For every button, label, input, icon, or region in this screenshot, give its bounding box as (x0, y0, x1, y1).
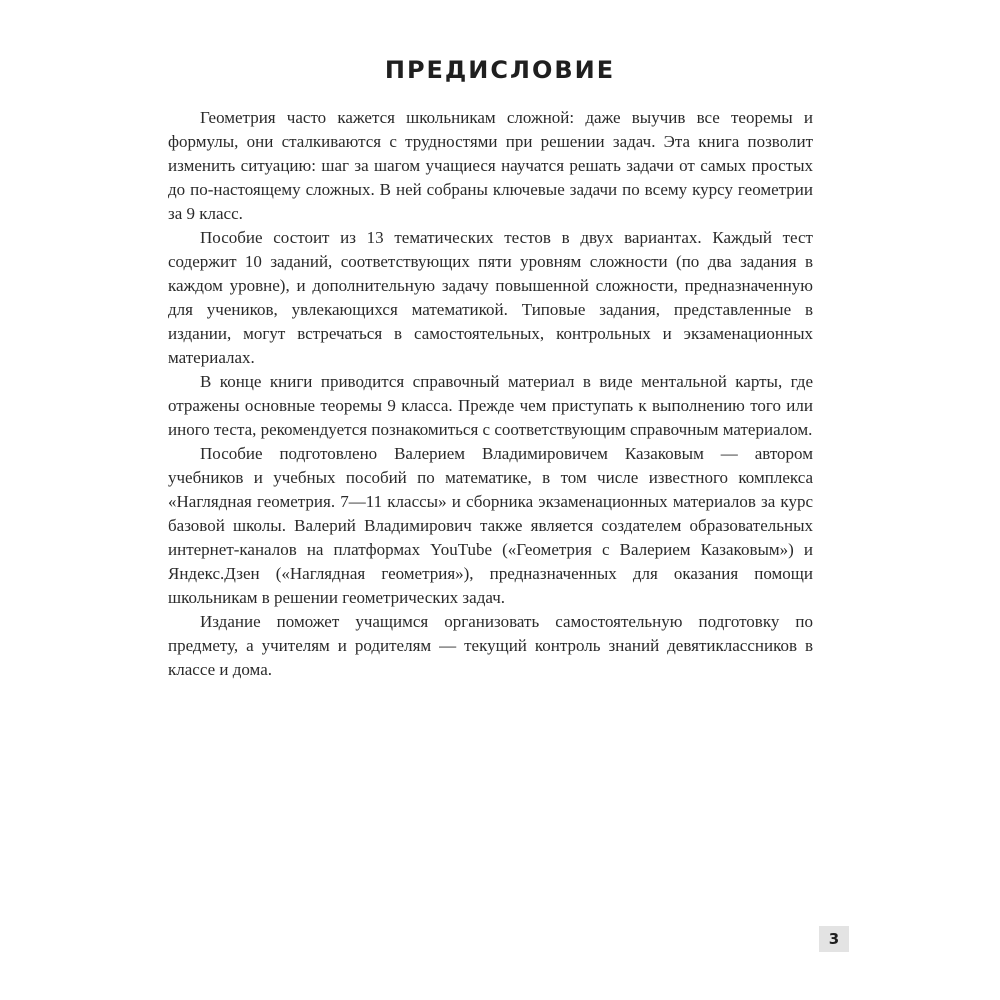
paragraph-3: В конце книги приводится справочный материал в виде ментальной карты, где отражены основные теоремы 9 класса. Прежде чем приступать к выполнению того или иного теста, рекомендуется познакомиться с соответствующим справочным материалом. (168, 372, 813, 439)
paragraph-4: Пособие подготовлено Валерием Владимировичем Казаковым — автором учебников и учебных пособий по математике, в том числе известного комплекса «Наглядная геометрия. 7—11 классы» и сборника экзаменационных материалов за курс базовой школы. Валерий Владимирович также является создателем образовательных интернет-каналов на платформах YouTube («Геометрия с Валерием Казаковым») и Яндекс.Дзен («Наглядная геометрия»), предназначенных для оказания помощи школьникам в решении геометрических задач. (168, 444, 813, 607)
body-text (168, 106, 813, 682)
paragraph-1: Геометрия часто кажется школьникам сложной: даже выучив все теоремы и формулы, они сталкиваются с трудностями при решении задач. Эта книга позволит изменить ситуацию: шаг за шагом учащиеся научатся решать задачи от самых простых до по-настоящему сложных. В ней собраны ключевые задачи по всему курсу геометрии за 9 класс. (168, 108, 813, 223)
paragraph-2: Пособие состоит из 13 тематических тестов в двух вариантах. Каждый тест содержит 10 заданий, соответствующих пяти уровням сложности (по два задания в каждом уровне), и дополнительную задачу повышенной сложности, предназначенную для учеников, увлекающихся математикой. Типовые задания, представленные в издании, могут встречаться в самостоятельных, контрольных и экзаменационных материалах. (168, 228, 813, 367)
paragraph-5: Издание поможет учащимся организовать самостоятельную подготовку по предмету, а учителям и родителям — текущий контроль знаний девятиклассников в классе и дома. (168, 612, 813, 679)
page-title: ПРЕДИСЛОВИЕ (384, 56, 616, 84)
page-number: 3 (819, 926, 849, 952)
